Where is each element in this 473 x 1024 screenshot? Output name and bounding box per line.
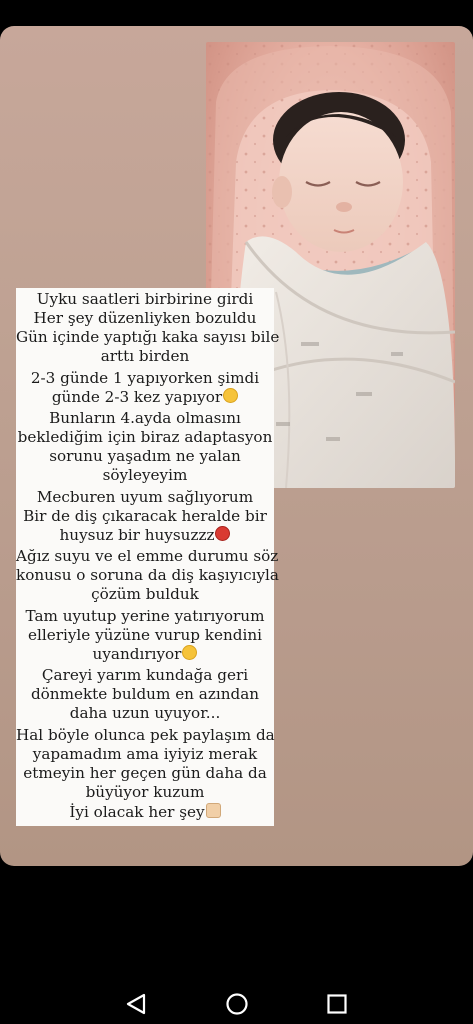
story-line-18: elleriyle yüzüne vurup kendini (28, 626, 262, 644)
story-line-19-text: uyandırıyor (92, 645, 182, 663)
folded-hands-icon (206, 803, 221, 818)
back-icon (116, 984, 156, 1024)
navigation-bar (0, 866, 473, 1024)
angry-face-icon (215, 526, 230, 541)
story-line-12: Bir de diş çıkaracak heralde bir (23, 507, 267, 525)
story-line-23: Hal böyle olunca pek paylaşım da (16, 726, 275, 744)
recents-button[interactable] (317, 984, 357, 1024)
story-line-4: arttı birden (100, 347, 190, 365)
story-line-6 (16, 388, 274, 407)
back-button[interactable] (116, 984, 156, 1024)
story-line-27-text: İyi olacak her şey (69, 803, 205, 821)
story-line-17: Tam uyutup yerine yatırıyorum (25, 607, 265, 625)
story-line-22: daha uzun uyuyor... (69, 704, 221, 722)
story-line-21: dönmekte buldum en azından (30, 685, 260, 703)
story-line-1: Uyku saatleri birbirine girdi (36, 290, 254, 308)
home-icon (217, 984, 257, 1024)
story-line-3: Gün içinde yaptığı kaka sayısı bile (16, 328, 280, 346)
story-line-13-text: huysuz bir huysuzzz (59, 526, 215, 544)
story-line-8: beklediğim için biraz adaptasyon (17, 428, 273, 446)
story-line-14: Ağız suyu ve el emme durumu söz (16, 547, 279, 565)
recents-icon (317, 984, 357, 1024)
story-line-26: büyüyor kuzum (85, 783, 205, 801)
story-line-15: konusu o soruna da diş kaşıyıcıyla (16, 566, 279, 584)
status-bar (0, 0, 473, 26)
story-line-6-text: günde 2-3 kez yapıyor (51, 388, 223, 406)
grimacing-face-icon (223, 388, 238, 403)
story-line-5: 2-3 günde 1 yapıyorken şimdi (30, 369, 260, 387)
home-button[interactable] (217, 984, 257, 1024)
story-line-27 (16, 803, 274, 822)
story-line-19 (16, 645, 274, 664)
story-line-9: sorunu yaşadım ne yalan (49, 447, 241, 465)
story-line-2: Her şey düzenliyken bozuldu (33, 309, 257, 327)
story-line-20: Çareyi yarım kundağa geri (41, 666, 249, 684)
story-line-16: çözüm bulduk (91, 585, 199, 603)
story-line-7: Bunların 4.ayda olmasını (49, 409, 241, 427)
story-line-13 (16, 526, 274, 545)
story-line-11: Mecburen uyum sağlıyorum (36, 488, 254, 506)
story-text-panel (16, 288, 280, 826)
story-line-25: etmeyin her geçen gün daha da (23, 764, 267, 782)
story-line-24: yapamadım ama iyiyiz merak (32, 745, 258, 763)
story-line-10: söyleyeyim (102, 466, 188, 484)
tired-face-icon (182, 645, 197, 660)
story-card[interactable] (0, 26, 473, 866)
